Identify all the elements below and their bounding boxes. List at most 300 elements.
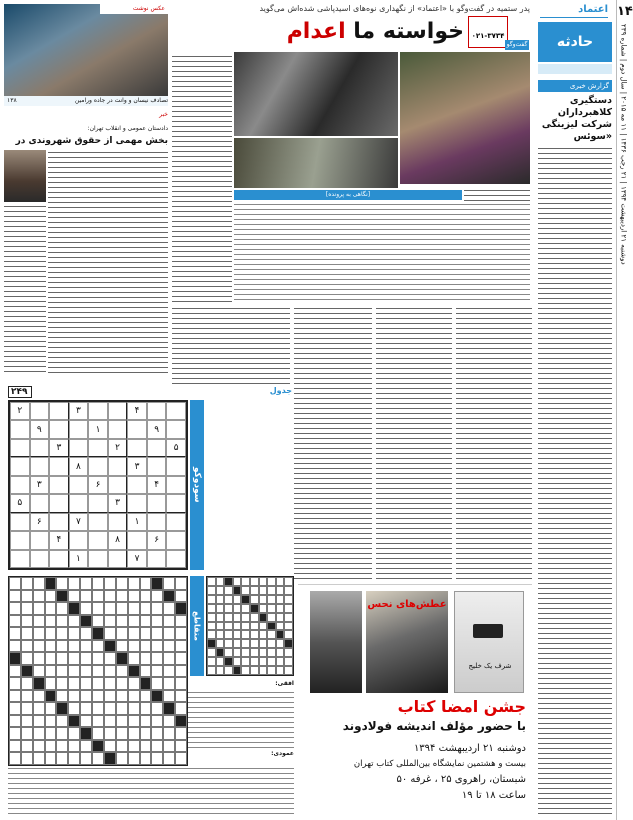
crossword-cell[interactable] <box>250 613 259 622</box>
crossword-cell[interactable] <box>259 639 268 648</box>
crossword-cell[interactable] <box>45 715 57 728</box>
crossword-cell[interactable] <box>250 666 259 675</box>
crossword-cell[interactable] <box>140 577 152 590</box>
crossword-cell[interactable] <box>33 715 45 728</box>
sudoku-cell[interactable]: ۲ <box>10 402 30 420</box>
crossword-cell[interactable] <box>140 702 152 715</box>
crossword-cell[interactable] <box>216 657 225 666</box>
crossword-cell[interactable] <box>276 648 285 657</box>
crossword-cell[interactable] <box>267 648 276 657</box>
sudoku-cell[interactable] <box>88 402 108 420</box>
crossword-cell[interactable] <box>140 640 152 653</box>
crossword-cell[interactable] <box>151 715 163 728</box>
crossword-cell[interactable] <box>56 752 68 765</box>
sudoku-cell[interactable] <box>30 494 50 512</box>
crossword-cell[interactable] <box>104 690 116 703</box>
crossword-cell[interactable] <box>45 602 57 615</box>
crossword-cell[interactable] <box>140 677 152 690</box>
sudoku-cell[interactable] <box>108 420 128 438</box>
crossword-cell[interactable] <box>92 690 104 703</box>
crossword-cell[interactable] <box>80 665 92 678</box>
crossword-cell[interactable] <box>151 665 163 678</box>
crossword-cell[interactable] <box>250 630 259 639</box>
crossword-cell[interactable] <box>92 702 104 715</box>
crossword-cell[interactable] <box>68 727 80 740</box>
sudoku-cell[interactable]: ۱ <box>127 513 147 531</box>
crossword-cell[interactable] <box>68 740 80 753</box>
crossword-cell[interactable] <box>128 690 140 703</box>
crossword-cell[interactable] <box>267 622 276 631</box>
sudoku-cell[interactable] <box>10 476 30 494</box>
crossword-cell[interactable] <box>21 652 33 665</box>
sudoku-cell[interactable] <box>147 513 167 531</box>
crossword-cell[interactable] <box>207 604 216 613</box>
crossword-cell[interactable] <box>33 615 45 628</box>
crossword-cell[interactable] <box>216 586 225 595</box>
crossword-cell[interactable] <box>216 577 225 586</box>
sudoku-cell[interactable] <box>69 420 89 438</box>
crossword-cell[interactable] <box>21 665 33 678</box>
crossword-cell[interactable] <box>80 602 92 615</box>
crossword-cell[interactable] <box>224 577 233 586</box>
crossword-cell[interactable] <box>276 613 285 622</box>
crossword-cell[interactable] <box>207 586 216 595</box>
crossword-cell[interactable] <box>9 652 21 665</box>
crossword-cell[interactable] <box>175 602 187 615</box>
crossword-cell[interactable] <box>224 595 233 604</box>
crossword-cell[interactable] <box>80 752 92 765</box>
crossword-cell[interactable] <box>80 590 92 603</box>
sudoku-cell[interactable] <box>49 476 69 494</box>
crossword-cell[interactable] <box>68 602 80 615</box>
sudoku-cell[interactable] <box>166 513 186 531</box>
sudoku-cell[interactable]: ۴ <box>127 402 147 420</box>
crossword-cell[interactable] <box>175 665 187 678</box>
crossword-cell[interactable] <box>68 702 80 715</box>
crossword-cell[interactable] <box>151 677 163 690</box>
crossword-cell[interactable] <box>68 627 80 640</box>
crossword-cell[interactable] <box>276 639 285 648</box>
crossword-cell[interactable] <box>241 657 250 666</box>
crossword-cell[interactable] <box>128 602 140 615</box>
crossword-cell[interactable] <box>276 657 285 666</box>
sudoku-cell[interactable]: ۳ <box>127 457 147 475</box>
sudoku-cell[interactable] <box>127 494 147 512</box>
crossword-cell[interactable] <box>175 677 187 690</box>
crossword-cell[interactable] <box>284 586 293 595</box>
crossword-cell[interactable] <box>175 577 187 590</box>
sudoku-cell[interactable] <box>108 513 128 531</box>
sudoku-cell[interactable] <box>166 476 186 494</box>
sudoku-cell[interactable]: ۵ <box>10 494 30 512</box>
crossword-cell[interactable] <box>9 677 21 690</box>
sudoku-cell[interactable] <box>30 402 50 420</box>
crossword-cell[interactable] <box>45 690 57 703</box>
sudoku-cell[interactable] <box>88 531 108 549</box>
crossword-cell[interactable] <box>92 602 104 615</box>
crossword-cell[interactable] <box>163 602 175 615</box>
crossword-cell[interactable] <box>241 630 250 639</box>
crossword-cell[interactable] <box>80 615 92 628</box>
crossword-cell[interactable] <box>151 627 163 640</box>
sudoku-cell[interactable] <box>108 402 128 420</box>
crossword-cell[interactable] <box>45 590 57 603</box>
crossword-cell[interactable] <box>259 577 268 586</box>
sudoku-cell[interactable]: ۷ <box>69 513 89 531</box>
crossword-cell[interactable] <box>216 595 225 604</box>
crossword-cell[interactable] <box>104 652 116 665</box>
crossword-cell[interactable] <box>104 602 116 615</box>
crossword-cell[interactable] <box>140 602 152 615</box>
crossword-cell[interactable] <box>175 752 187 765</box>
crossword-cell[interactable] <box>116 652 128 665</box>
crossword-cell[interactable] <box>216 630 225 639</box>
crossword-cell[interactable] <box>56 665 68 678</box>
crossword-cell[interactable] <box>104 577 116 590</box>
crossword-cell[interactable] <box>21 615 33 628</box>
crossword-cell[interactable] <box>224 648 233 657</box>
crossword-cell[interactable] <box>175 690 187 703</box>
crossword-cell[interactable] <box>259 622 268 631</box>
crossword-cell[interactable] <box>284 630 293 639</box>
crossword-cell[interactable] <box>163 665 175 678</box>
sudoku-cell[interactable] <box>88 550 108 568</box>
crossword-cell[interactable] <box>128 640 140 653</box>
sudoku-cell[interactable] <box>49 550 69 568</box>
crossword-cell[interactable] <box>9 590 21 603</box>
crossword-cell[interactable] <box>116 677 128 690</box>
crossword-cell[interactable] <box>128 577 140 590</box>
crossword-cell[interactable] <box>33 590 45 603</box>
crossword-cell[interactable] <box>276 666 285 675</box>
sudoku-cell[interactable]: ۶ <box>147 531 167 549</box>
crossword-cell[interactable] <box>56 740 68 753</box>
sudoku-cell[interactable] <box>166 531 186 549</box>
crossword-cell[interactable] <box>9 615 21 628</box>
crossword-cell[interactable] <box>128 752 140 765</box>
crossword-cell[interactable] <box>45 727 57 740</box>
crossword-cell[interactable] <box>92 652 104 665</box>
crossword-cell[interactable] <box>224 622 233 631</box>
sudoku-cell[interactable]: ۳ <box>108 494 128 512</box>
sudoku-cell[interactable] <box>108 457 128 475</box>
sudoku-cell[interactable] <box>147 457 167 475</box>
crossword-cell[interactable] <box>140 752 152 765</box>
crossword-cell[interactable] <box>128 652 140 665</box>
crossword-cell[interactable] <box>151 602 163 615</box>
crossword-cell[interactable] <box>284 648 293 657</box>
crossword-cell[interactable] <box>175 615 187 628</box>
crossword-cell[interactable] <box>104 715 116 728</box>
sudoku-cell[interactable] <box>88 513 108 531</box>
crossword-cell[interactable] <box>80 727 92 740</box>
crossword-cell[interactable] <box>216 639 225 648</box>
crossword-cell[interactable] <box>250 657 259 666</box>
crossword-cell[interactable] <box>92 752 104 765</box>
crossword-cell[interactable] <box>163 652 175 665</box>
sudoku-cells[interactable] <box>8 400 188 570</box>
crossword-cell[interactable] <box>116 665 128 678</box>
sudoku-cell[interactable] <box>108 476 128 494</box>
crossword-cell[interactable] <box>116 640 128 653</box>
crossword-cell[interactable] <box>175 727 187 740</box>
crossword-cell[interactable] <box>68 652 80 665</box>
crossword-cell[interactable] <box>151 727 163 740</box>
crossword-cell[interactable] <box>276 630 285 639</box>
crossword-cell[interactable] <box>267 613 276 622</box>
crossword-cell[interactable] <box>92 627 104 640</box>
crossword-cell[interactable] <box>116 602 128 615</box>
crossword-cell[interactable] <box>116 577 128 590</box>
crossword-cell[interactable] <box>250 639 259 648</box>
sudoku-cell[interactable] <box>10 550 30 568</box>
crossword-cell[interactable] <box>45 677 57 690</box>
crossword-cell[interactable] <box>250 648 259 657</box>
crossword-cell[interactable] <box>33 652 45 665</box>
crossword-cell[interactable] <box>267 630 276 639</box>
sudoku-cell[interactable] <box>147 550 167 568</box>
crossword-cell[interactable] <box>128 727 140 740</box>
sudoku-cell[interactable] <box>10 420 30 438</box>
crossword-cell[interactable] <box>116 727 128 740</box>
crossword-cell[interactable] <box>224 666 233 675</box>
crossword-cell[interactable] <box>128 627 140 640</box>
crossword-cell[interactable] <box>104 640 116 653</box>
crossword-small-cells[interactable] <box>206 576 294 676</box>
crossword-cell[interactable] <box>104 590 116 603</box>
crossword-cell[interactable] <box>116 590 128 603</box>
crossword-cell[interactable] <box>267 586 276 595</box>
crossword-cell[interactable] <box>104 677 116 690</box>
crossword-cell[interactable] <box>163 727 175 740</box>
crossword-cell[interactable] <box>92 590 104 603</box>
crossword-cell[interactable] <box>21 602 33 615</box>
crossword-cell[interactable] <box>216 666 225 675</box>
sudoku-cell[interactable] <box>127 420 147 438</box>
crossword-cell[interactable] <box>175 652 187 665</box>
sudoku-cell[interactable] <box>30 550 50 568</box>
crossword-cell[interactable] <box>233 586 242 595</box>
crossword-cell[interactable] <box>259 630 268 639</box>
crossword-cell[interactable] <box>9 715 21 728</box>
sudoku-cell[interactable] <box>166 457 186 475</box>
crossword-cell[interactable] <box>140 615 152 628</box>
crossword-cell[interactable] <box>56 590 68 603</box>
crossword-cell[interactable] <box>33 702 45 715</box>
sudoku-cell[interactable]: ۶ <box>88 476 108 494</box>
crossword-cell[interactable] <box>233 577 242 586</box>
crossword-cell[interactable] <box>267 595 276 604</box>
crossword-cell[interactable] <box>175 715 187 728</box>
sudoku-cell[interactable] <box>10 513 30 531</box>
crossword-cell[interactable] <box>80 715 92 728</box>
crossword-cell[interactable] <box>151 690 163 703</box>
crossword-cell[interactable] <box>267 657 276 666</box>
crossword-cell[interactable] <box>276 577 285 586</box>
crossword-cell[interactable] <box>116 752 128 765</box>
crossword-cell[interactable] <box>45 615 57 628</box>
crossword-cell[interactable] <box>163 690 175 703</box>
crossword-cell[interactable] <box>233 595 242 604</box>
crossword-cell[interactable] <box>250 595 259 604</box>
crossword-cell[interactable] <box>80 577 92 590</box>
crossword-cell[interactable] <box>80 677 92 690</box>
crossword-cell[interactable] <box>45 752 57 765</box>
crossword-cell[interactable] <box>68 677 80 690</box>
sudoku-cell[interactable] <box>49 494 69 512</box>
crossword-cell[interactable] <box>45 627 57 640</box>
sudoku-cell[interactable]: ۴ <box>147 476 167 494</box>
crossword-cell[interactable] <box>216 622 225 631</box>
crossword-cell[interactable] <box>241 639 250 648</box>
crossword-cell[interactable] <box>116 627 128 640</box>
crossword-cell[interactable] <box>207 630 216 639</box>
crossword-cell[interactable] <box>259 657 268 666</box>
crossword-cell[interactable] <box>224 604 233 613</box>
crossword-cell[interactable] <box>140 740 152 753</box>
crossword-cell[interactable] <box>250 577 259 586</box>
crossword-cell[interactable] <box>163 627 175 640</box>
sudoku-cell[interactable]: ۳ <box>49 439 69 457</box>
crossword-cell[interactable] <box>151 590 163 603</box>
crossword-cell[interactable] <box>33 740 45 753</box>
crossword-cell[interactable] <box>276 622 285 631</box>
crossword-cell[interactable] <box>151 652 163 665</box>
crossword-cell[interactable] <box>68 640 80 653</box>
crossword-cell[interactable] <box>276 586 285 595</box>
crossword-cell[interactable] <box>68 615 80 628</box>
crossword-cell[interactable] <box>216 604 225 613</box>
crossword-cell[interactable] <box>56 640 68 653</box>
sudoku-cell[interactable] <box>30 531 50 549</box>
crossword-cell[interactable] <box>284 577 293 586</box>
crossword-cell[interactable] <box>250 604 259 613</box>
crossword-cell[interactable] <box>92 715 104 728</box>
crossword-cell[interactable] <box>224 613 233 622</box>
crossword-cell[interactable] <box>233 657 242 666</box>
crossword-cell[interactable] <box>56 702 68 715</box>
crossword-cell[interactable] <box>21 690 33 703</box>
crossword-cell[interactable] <box>33 752 45 765</box>
crossword-cell[interactable] <box>175 590 187 603</box>
crossword-cell[interactable] <box>104 615 116 628</box>
sudoku-cell[interactable]: ۵ <box>166 439 186 457</box>
crossword-cell[interactable] <box>224 586 233 595</box>
crossword-cell[interactable] <box>116 690 128 703</box>
crossword-cell[interactable] <box>21 740 33 753</box>
crossword-cell[interactable] <box>128 615 140 628</box>
crossword-cell[interactable] <box>45 665 57 678</box>
crossword-cell[interactable] <box>224 657 233 666</box>
crossword-cell[interactable] <box>56 652 68 665</box>
crossword-cell[interactable] <box>276 604 285 613</box>
crossword-cell[interactable] <box>175 740 187 753</box>
crossword-cell[interactable] <box>207 648 216 657</box>
crossword-cell[interactable] <box>241 586 250 595</box>
crossword-cell[interactable] <box>45 740 57 753</box>
crossword-cell[interactable] <box>233 630 242 639</box>
crossword-cell[interactable] <box>33 577 45 590</box>
crossword-cell[interactable] <box>259 595 268 604</box>
crossword-cell[interactable] <box>241 613 250 622</box>
crossword-cell[interactable] <box>140 590 152 603</box>
sudoku-cell[interactable]: ۳ <box>30 476 50 494</box>
crossword-cell[interactable] <box>140 690 152 703</box>
crossword-cell[interactable] <box>207 666 216 675</box>
crossword-cell[interactable] <box>163 740 175 753</box>
crossword-cell[interactable] <box>116 715 128 728</box>
crossword-cell[interactable] <box>68 665 80 678</box>
crossword-cell[interactable] <box>92 665 104 678</box>
sudoku-cell[interactable]: ۸ <box>69 457 89 475</box>
crossword-cell[interactable] <box>259 604 268 613</box>
crossword-cell[interactable] <box>116 702 128 715</box>
crossword-large[interactable] <box>8 576 188 766</box>
crossword-cell[interactable] <box>233 639 242 648</box>
crossword-cell[interactable] <box>233 622 242 631</box>
crossword-cell[interactable] <box>175 702 187 715</box>
crossword-cell[interactable] <box>9 752 21 765</box>
crossword-cell[interactable] <box>151 615 163 628</box>
crossword-cell[interactable] <box>207 639 216 648</box>
sudoku-cell[interactable] <box>147 439 167 457</box>
crossword-cell[interactable] <box>276 595 285 604</box>
crossword-cell[interactable] <box>33 665 45 678</box>
sudoku-cell[interactable] <box>69 439 89 457</box>
sudoku-cell[interactable] <box>166 420 186 438</box>
crossword-cell[interactable] <box>33 627 45 640</box>
crossword-cell[interactable] <box>163 677 175 690</box>
crossword-cell[interactable] <box>80 640 92 653</box>
crossword-cell[interactable] <box>21 677 33 690</box>
crossword-cell[interactable] <box>233 648 242 657</box>
crossword-cell[interactable] <box>56 677 68 690</box>
crossword-cell[interactable] <box>259 586 268 595</box>
sudoku-cell[interactable]: ۱ <box>88 420 108 438</box>
crossword-cell[interactable] <box>207 657 216 666</box>
crossword-cell[interactable] <box>9 665 21 678</box>
crossword-small[interactable] <box>206 576 294 676</box>
sudoku-cell[interactable] <box>127 531 147 549</box>
crossword-cell[interactable] <box>163 640 175 653</box>
crossword-cell[interactable] <box>56 727 68 740</box>
sudoku-cell[interactable]: ۹ <box>30 420 50 438</box>
crossword-cell[interactable] <box>163 715 175 728</box>
sudoku-cell[interactable] <box>88 494 108 512</box>
crossword-cell[interactable] <box>9 702 21 715</box>
crossword-cell[interactable] <box>116 740 128 753</box>
sudoku-cell[interactable] <box>166 402 186 420</box>
crossword-cell[interactable] <box>104 752 116 765</box>
crossword-cell[interactable] <box>33 690 45 703</box>
crossword-cell[interactable] <box>104 727 116 740</box>
crossword-cell[interactable] <box>128 715 140 728</box>
crossword-cell[interactable] <box>104 740 116 753</box>
sudoku-cell[interactable]: ۹ <box>147 420 167 438</box>
crossword-cell[interactable] <box>151 740 163 753</box>
crossword-cell[interactable] <box>56 627 68 640</box>
crossword-cell[interactable] <box>284 595 293 604</box>
crossword-cell[interactable] <box>80 627 92 640</box>
crossword-cell[interactable] <box>21 590 33 603</box>
crossword-cell[interactable] <box>68 752 80 765</box>
crossword-cell[interactable] <box>284 666 293 675</box>
crossword-cell[interactable] <box>241 666 250 675</box>
crossword-cell[interactable] <box>241 595 250 604</box>
sudoku-cell[interactable] <box>49 513 69 531</box>
crossword-cell[interactable] <box>33 727 45 740</box>
crossword-cell[interactable] <box>175 640 187 653</box>
